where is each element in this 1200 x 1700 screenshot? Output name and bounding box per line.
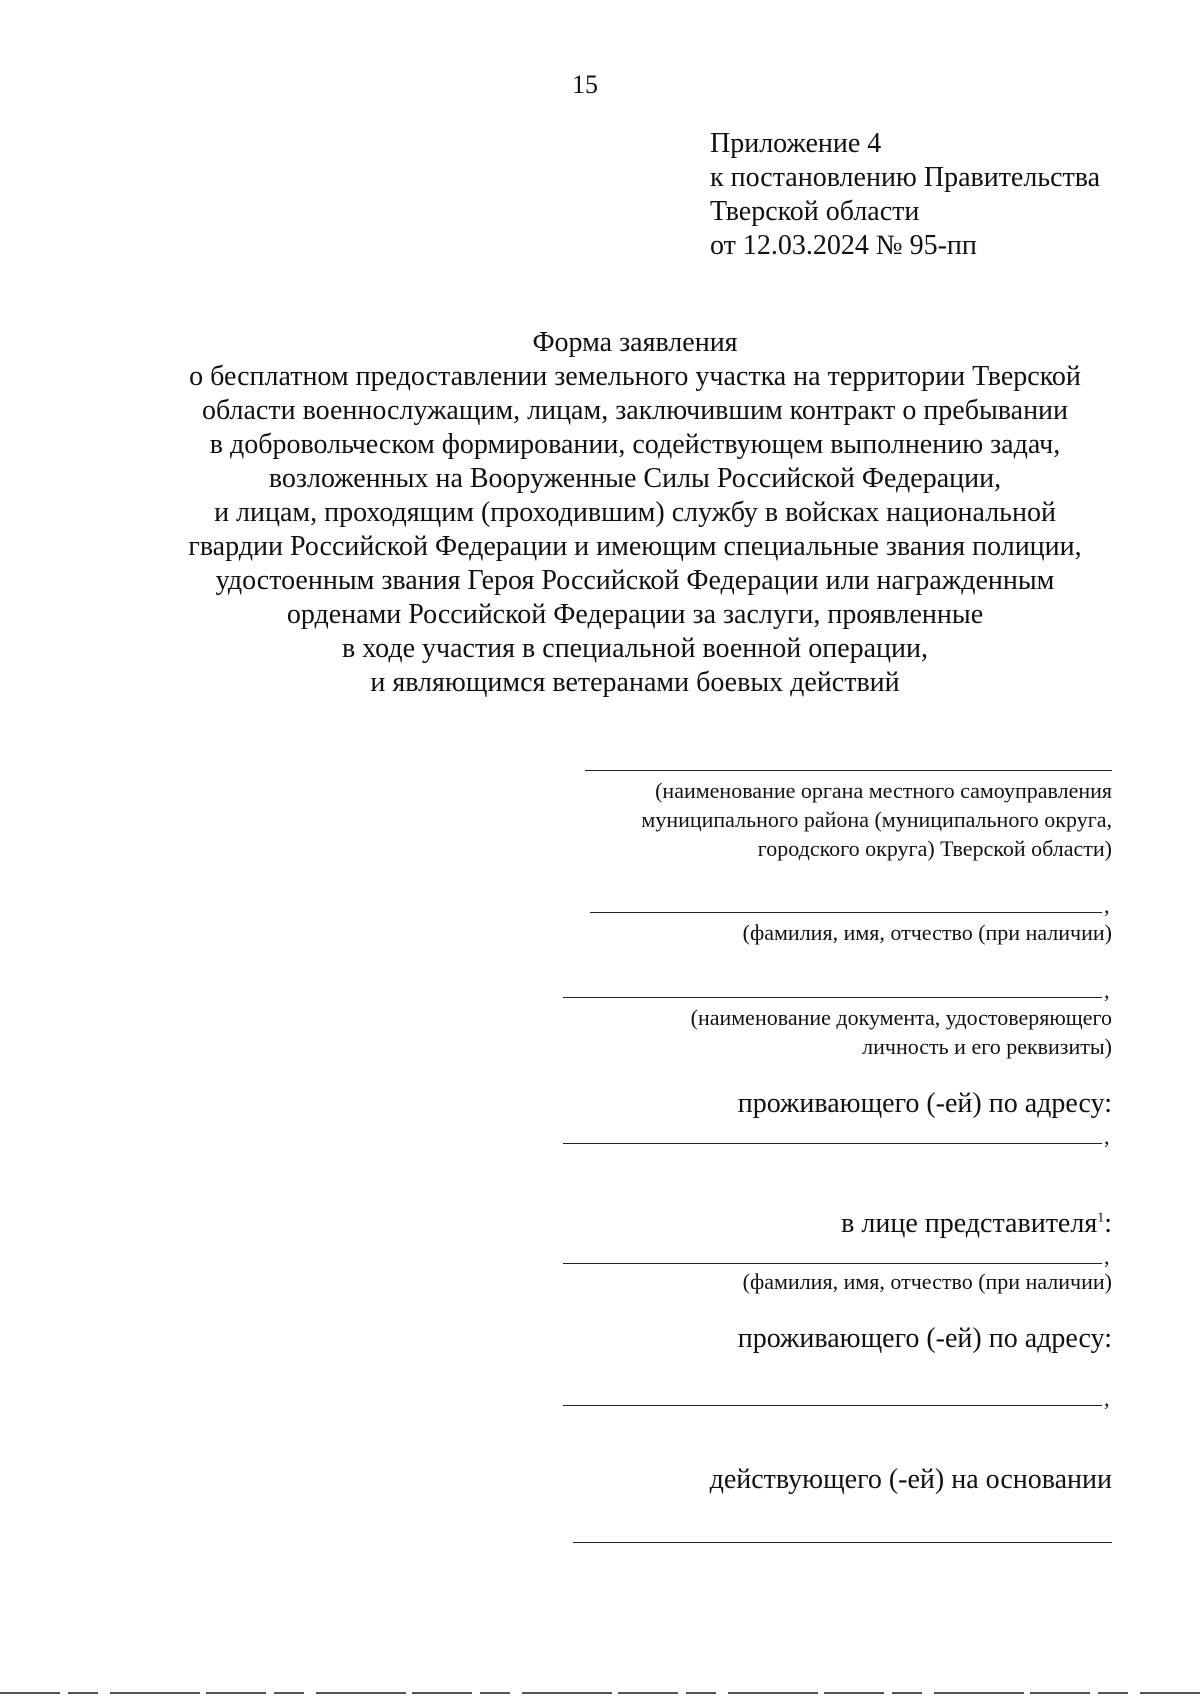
comma: , [1104, 1124, 1110, 1149]
applicant-fio-caption-line: (фамилия, имя, отчество (при наличии) [742, 920, 1112, 945]
representative-label-colon: : [1104, 1208, 1112, 1239]
appendix-line: от 12.03.2024 № 95-пп [710, 230, 977, 261]
representative-address-blank-line[interactable] [563, 1405, 1102, 1406]
footnote-marker: 1 [1097, 1210, 1105, 1226]
appendix-line: к постановлению Правительства [710, 162, 1101, 193]
comma: , [1104, 893, 1110, 918]
applicant-address-blank-line[interactable] [563, 1143, 1102, 1144]
representative-label [841, 1208, 1112, 1240]
appendix-header [710, 127, 1100, 263]
authority-caption-line: муниципального района (муниципального округа, [641, 807, 1112, 832]
comma: , [1104, 1386, 1110, 1411]
page-number: 15 [572, 70, 598, 99]
authority-caption [641, 776, 1112, 863]
form-title: Форма заявления [532, 327, 738, 358]
id-document-caption-line: личность и его реквизиты) [862, 1034, 1112, 1059]
form-subtitle-line: гвардии Российской Федерации и имеющим специальные звания полиции, [188, 531, 1082, 562]
representative-fio-blank-line[interactable] [563, 1263, 1102, 1264]
form-title-block [130, 326, 1140, 700]
form-subtitle-line: удостоенным звания Героя Российской Федерации или награжденным [215, 565, 1055, 596]
comma: , [1104, 978, 1110, 1003]
form-subtitle-line: в ходе участия в специальной военной операции, [341, 633, 929, 664]
representative-label-text: в лице представителя [841, 1208, 1098, 1239]
appendix-line: Приложение 4 [710, 128, 882, 159]
form-subtitle-line: орденами Российской Федерации за заслуги, проявленные [286, 599, 984, 630]
appendix-line: Тверской области [710, 196, 920, 227]
form-subtitle-line: возложенных на Вооруженные Силы Российской Федерации, [268, 463, 1002, 494]
form-subtitle-line: области военнослужащим, лицам, заключившим контракт о пребывании [201, 395, 1069, 426]
authority-caption-line: (наименование органа местного самоуправления [655, 778, 1112, 803]
basis-label: действующего (-ей) на основании [709, 1464, 1112, 1495]
authority-blank-line[interactable] [585, 770, 1112, 771]
id-document-caption [691, 1003, 1112, 1061]
applicant-fio-caption [743, 918, 1112, 947]
basis-blank-line[interactable] [573, 1542, 1112, 1543]
id-document-caption-line: (наименование документа, удостоверяющего [690, 1005, 1112, 1030]
authority-caption-line: городского округа) Тверской области) [757, 836, 1112, 861]
representative-address-label: проживающего (-ей) по адресу: [737, 1323, 1112, 1354]
representative-fio-caption-line: (фамилия, имя, отчество (при наличии) [742, 1269, 1112, 1294]
id-document-blank-line[interactable] [563, 997, 1102, 998]
applicant-address-label: проживающего (-ей) по адресу: [737, 1088, 1112, 1119]
scan-edge-strip [0, 1690, 1200, 1700]
form-subtitle-line: в добровольческом формировании, содействующем выполнению задач, [209, 429, 1061, 460]
representative-fio-caption [743, 1267, 1112, 1296]
applicant-fio-blank-line[interactable] [590, 912, 1102, 913]
form-subtitle-line: о бесплатном предоставлении земельного участка на территории Тверской [189, 361, 1081, 392]
form-subtitle-line: и являющимся ветеранами боевых действий [370, 667, 900, 698]
form-subtitle-line: и лицам, проходящим (проходившим) службу в войсках национальной [214, 497, 1056, 528]
comma: , [1104, 1244, 1110, 1269]
